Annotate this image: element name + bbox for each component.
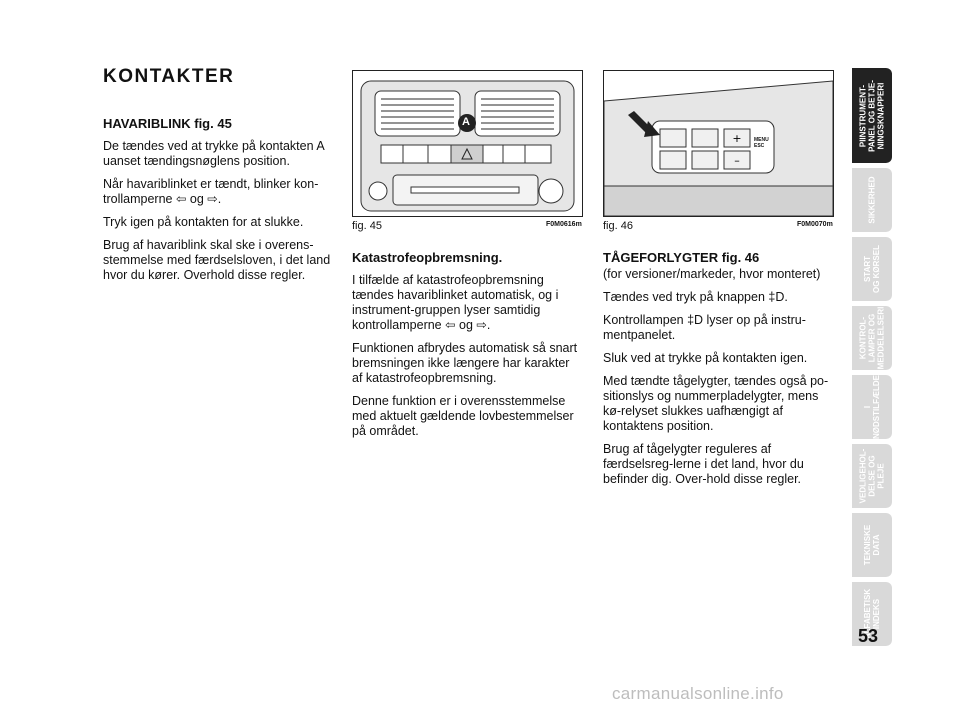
tab-maintenance[interactable] — [852, 444, 892, 508]
tab-label: START OG KØRSEL — [863, 244, 881, 294]
figure-45 — [352, 70, 583, 217]
tab-technical-data[interactable] — [852, 513, 892, 577]
tab-label: I NØDSTILFÆLDE — [863, 375, 881, 439]
tab-label: KONTROL- LAMPER OG MEDDELELSERI — [858, 306, 886, 370]
fig46-code: F0M0070m — [797, 221, 833, 228]
fog-lights-heading: TÅGEFORLYGTER fig. 46 — [603, 250, 760, 265]
figure-46 — [603, 70, 834, 217]
left-column — [103, 116, 335, 291]
tab-label: VEDLIGEHOL- DELSE OG PLEJE — [858, 448, 886, 504]
callout-a-label: A — [462, 116, 470, 128]
tab-safety[interactable] — [852, 168, 892, 232]
fog-lights-p3: Sluk ved at trykke på kontakten igen. — [603, 351, 808, 365]
fig45-caption: fig. 45 — [352, 220, 382, 232]
emergency-brake-p2: Funktionen afbrydes automatisk så snart bremsningen ikke længere har karakter af katastrofeopbremsning. — [352, 341, 578, 385]
right-column — [603, 250, 833, 495]
hazard-p1: De tændes ved at trykke på kontakten A uanset tændingsnøglens position. — [103, 139, 324, 168]
hazard-heading: HAVARIBLINK fig. 45 — [103, 116, 232, 131]
tab-start-driving[interactable] — [852, 237, 892, 301]
svg-text:+: + — [732, 132, 742, 145]
tab-label: PIINSTRUMENT- PANEL OG BETJE- NINGSKNAPPERI — [858, 79, 886, 152]
fig46-caption: fig. 46 — [603, 220, 633, 232]
fig45-code: F0M0616m — [546, 221, 582, 228]
page-number: 53 — [858, 626, 879, 646]
menu-esc-label: MENU ESC — [754, 137, 769, 149]
tab-instrument-panel[interactable] — [852, 68, 892, 163]
dashboard-vents-illustration — [353, 71, 582, 216]
tab-label: ALFABETISK INDEKS — [863, 588, 881, 640]
fog-lights-p2: Kontrollampen ‡D lyser op på instru-mentpanelet. — [603, 313, 806, 342]
fog-lights-p4: Med tændte tågelygter, tændes også po-sitionslys og nummerpladelygter, mens kø-relyset slukkes uafhængigt af kontaktens position. — [603, 374, 829, 433]
fog-light-switch-illustration — [604, 71, 833, 216]
fog-lights-p1: Tændes ved tryk på knappen ‡D. — [603, 290, 788, 304]
emergency-brake-heading: Katastrofeopbremsning. — [352, 250, 503, 265]
hazard-p2: Når havariblinket er tændt, blinker kon-trollamperne ⇦ og ⇨. — [103, 177, 319, 206]
tab-label: SIKKERHED — [867, 176, 877, 224]
hazard-p3: Tryk igen på kontakten for at slukke. — [103, 215, 304, 229]
tab-emergency[interactable] — [852, 375, 892, 439]
svg-text:–: – — [734, 154, 740, 167]
tab-label: TEKNISKE DATA — [863, 524, 881, 566]
emergency-brake-p3: Denne funktion er i overensstemmelse med aktuelt gældende lovbestemmelser på området. — [352, 394, 574, 438]
fog-lights-p5: Brug af tågelygter reguleres af færdselsreg-lerne i det land, hvor du befinder dig. Over-hold disse regler. — [603, 442, 804, 486]
watermark: carmanualsonline.info — [612, 684, 784, 703]
page-title: KONTAKTER — [103, 66, 235, 87]
tab-warning-lights[interactable] — [852, 306, 892, 370]
middle-column — [352, 250, 583, 447]
fog-lights-sub: (for versioner/markeder, hvor monteret) — [603, 267, 821, 281]
emergency-brake-p1: I tilfælde af katastrofeopbremsning tændes havariblinket automatisk, og i instrument-gruppen lyser samtidig kontrollamperne ⇦ og ⇨. — [352, 273, 559, 332]
hazard-p4: Brug af havariblink skal ske i overens-stemmelse med færdselsloven, i det land hvor du kører. Overhold disse regler. — [103, 238, 331, 282]
